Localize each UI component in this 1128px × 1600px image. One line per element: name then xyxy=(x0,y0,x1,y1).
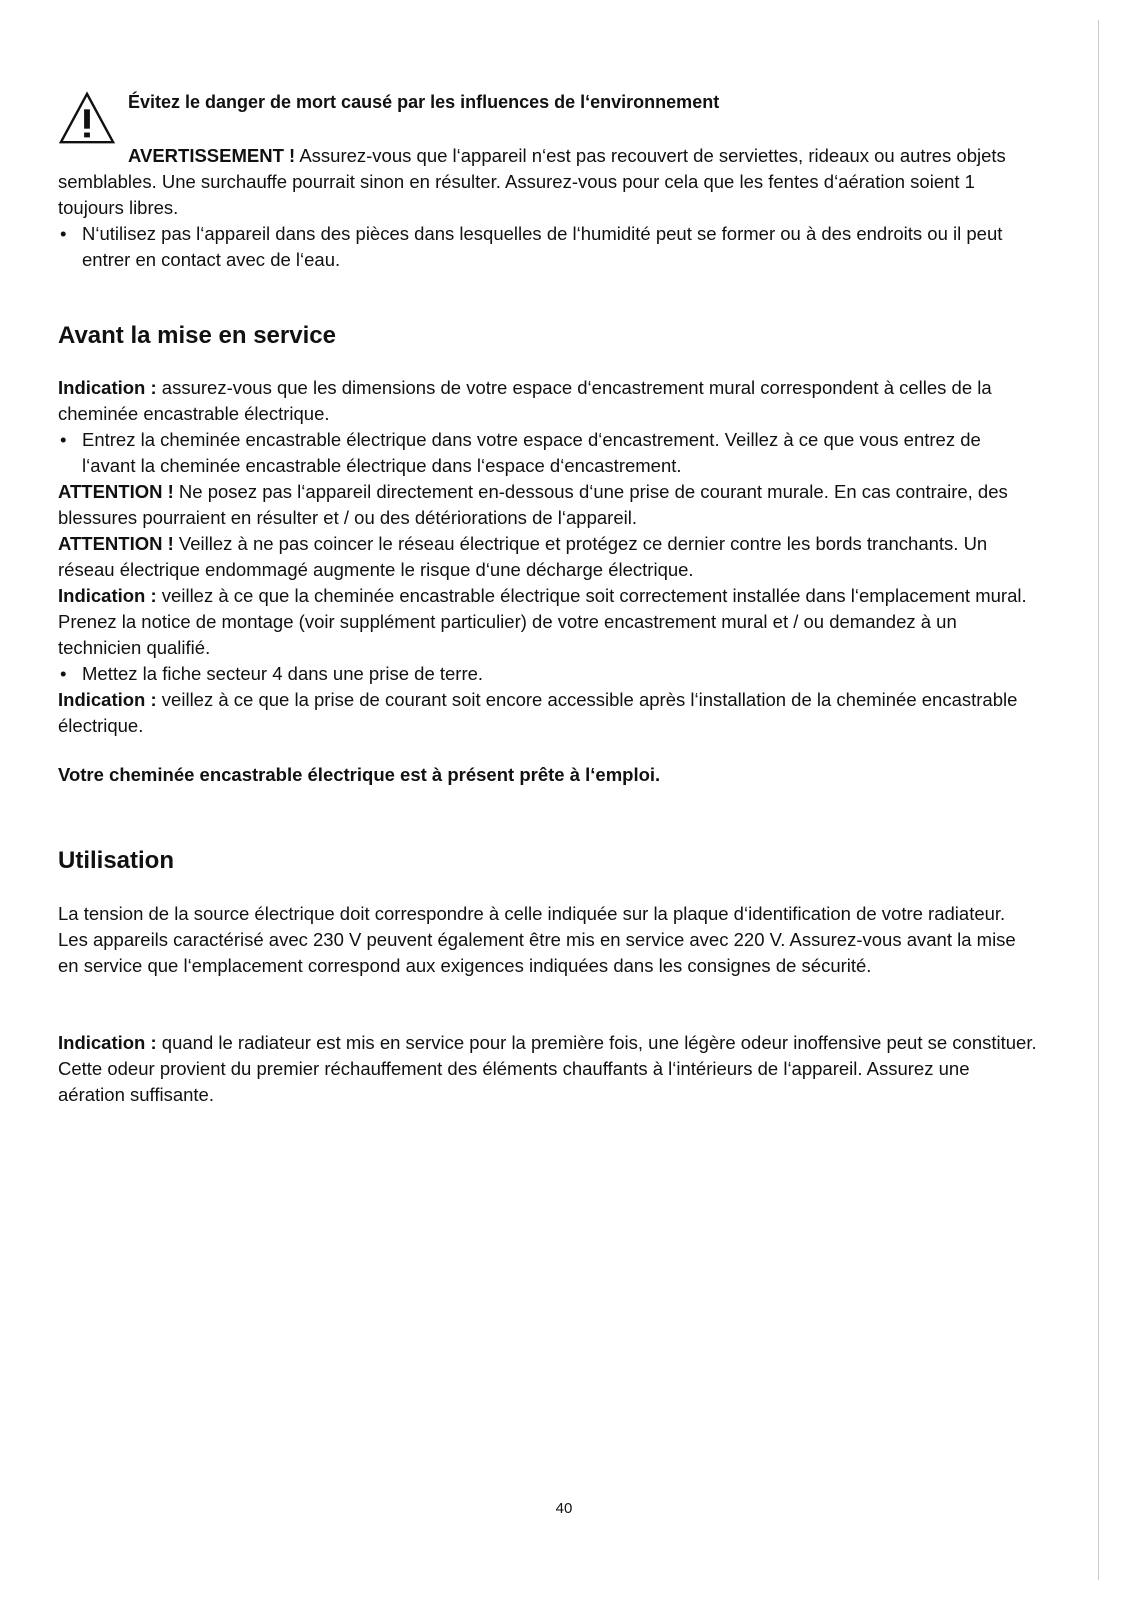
section-heading: Utilisation xyxy=(58,847,175,874)
indication-paragraph xyxy=(58,687,1038,739)
attention-paragraph xyxy=(58,479,1038,531)
warning-triangle-icon xyxy=(58,90,116,148)
list-item: • Mettez la fiche secteur 4 dans une prise de terre. xyxy=(58,661,1038,687)
warning-text: Assurez-vous que l‘appareil n‘est pas recouvert de serviettes, rideaux ou autres objets semblables. Une surchauffe pourrait sinon en résulter. Assurez-vous pour cela que les fentes d‘aération soient 1 toujours libres. xyxy=(58,145,1006,218)
section-avant-mise-en-service xyxy=(58,321,1038,351)
list-item: • Entrez la cheminée encastrable électrique dans votre espace d‘encastrement. Veillez à ce que vous entrez de l‘avant la cheminée encastrable électrique dans l‘espace d‘encastrement. xyxy=(58,427,1038,479)
scan-edge-line xyxy=(1098,20,1099,1580)
indication-paragraph xyxy=(58,375,1038,427)
section-heading: Avant la mise en service xyxy=(58,322,336,349)
attention-label: ATTENTION ! xyxy=(58,533,174,554)
indication-text: quand le radiateur est mis en service pour la première fois, une légère odeur inoffensive peut se constituer. Cette odeur provient du premier réchauffement des éléments chauffants à l‘intérieurs de l‘appareil. Assurez une aération suffisante. xyxy=(58,1032,1037,1105)
attention-text: Ne posez pas l‘appareil directement en-dessous d‘une prise de courant murale. En cas contraire, des blessures pourraient en résulter et / ou des détériorations de l‘appareil. xyxy=(58,481,1008,528)
section1-content xyxy=(58,375,1038,739)
warning-label: AVERTISSEMENT ! xyxy=(128,145,296,166)
indication-paragraph xyxy=(58,1030,1038,1108)
indication-text: veillez à ce que la prise de courant soit encore accessible après l‘installation de la cheminée encastrable électrique. xyxy=(58,689,1018,736)
warning-title: Évitez le danger de mort causé par les influences de l‘environnement xyxy=(128,92,720,112)
utilisation-paragraph xyxy=(58,901,1038,979)
utilisation-indication xyxy=(58,1030,1038,1108)
indication-label: Indication : xyxy=(58,689,157,710)
indication-text: assurez-vous que les dimensions de votre espace d‘encastrement mural correspondent à celles de la cheminée encastrable électrique. xyxy=(58,377,992,424)
body-paragraph: La tension de la source électrique doit correspondre à celle indiquée sur la plaque d‘identification de votre radiateur. Les appareils caractérisé avec 230 V peuvent également être mis en service avec 220 V. Assurez-vous avant la mise en service que l‘emplacement correspond aux exigences indiquées dans les consignes de sécurité. xyxy=(58,903,1016,976)
attention-label: ATTENTION ! xyxy=(58,481,174,502)
attention-text: Veillez à ne pas coincer le réseau électrique et protégez ce dernier contre les bords tranchants. Un réseau électrique endommagé augmente le risque d‘une décharge électrique. xyxy=(58,533,988,580)
warning-body xyxy=(58,143,1018,273)
ready-statement: Votre cheminée encastrable électrique est à présent prête à l‘emploi. xyxy=(58,764,661,785)
attention-paragraph xyxy=(58,531,1038,583)
warning-paragraph xyxy=(58,143,1018,221)
indication-label: Indication : xyxy=(58,585,157,606)
page-number: 40 xyxy=(555,1500,573,1517)
section-utilisation xyxy=(58,846,1038,876)
indication-label: Indication : xyxy=(58,1032,157,1053)
warning-bullet: • N‘utilisez pas l‘appareil dans des pièces dans lesquelles de l‘humidité peut se former ou à des endroits ou il peut entrer en contact avec de l‘eau. xyxy=(58,221,1018,273)
indication-label: Indication : xyxy=(58,377,157,398)
indication-paragraph xyxy=(58,583,1038,661)
indication-text: veillez à ce que la cheminée encastrable électrique soit correctement installée dans l‘emplacement mural. Prenez la notice de montage (voir supplément particulier) de votre encastrement mural et / ou demandez à un technicien qualifié. xyxy=(58,585,1027,658)
